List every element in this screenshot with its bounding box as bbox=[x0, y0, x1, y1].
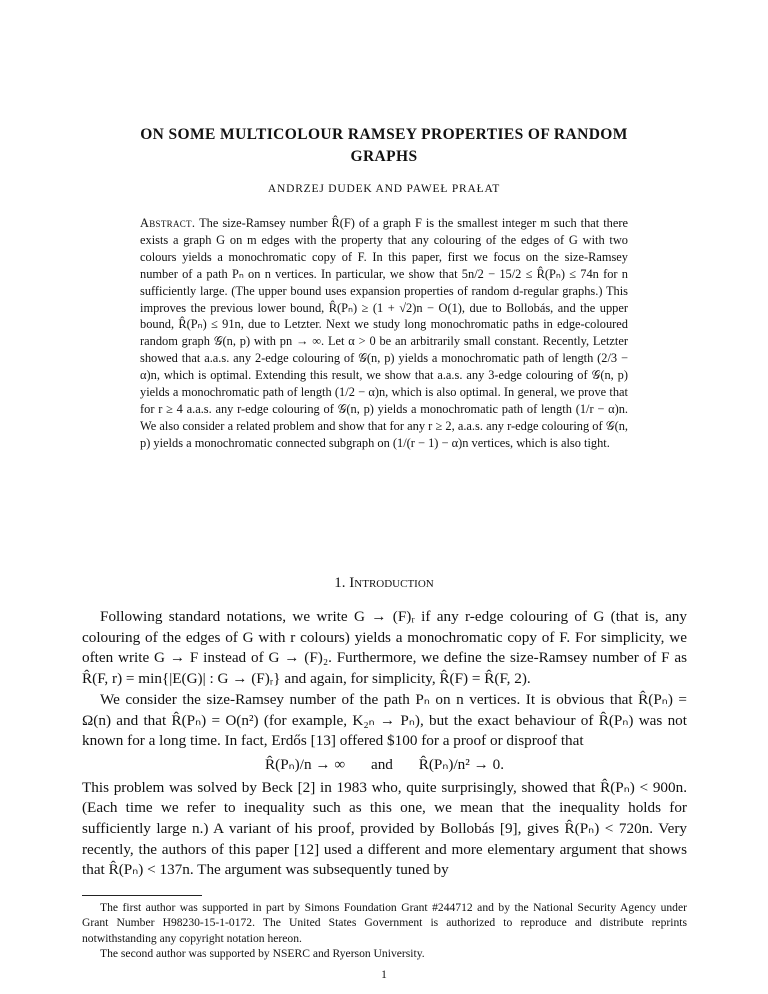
body-text bbox=[82, 607, 687, 881]
section-heading bbox=[0, 575, 768, 592]
footnote-rule bbox=[82, 895, 202, 896]
footnotes bbox=[82, 900, 687, 961]
paragraph: We consider the size-Ramsey number of the path Pₙ on n vertices. It is obvious that R̂(Pₙ) = Ω(n) and that R̂(Pₙ) = O(n²) (for example, K₂ₙ → Pₙ), but the exact behaviour of R̂(Pₙ) was not known for a long time. In fact, Erdős [13] offered $100 for a proof or disproof that bbox=[82, 690, 687, 750]
equation-and: and bbox=[370, 755, 393, 773]
abstract-label: Abstract. bbox=[140, 216, 196, 230]
paragraph: This problem was solved by Beck [2] in 1983 who, quite surprisingly, showed that R̂(Pₙ) < 900n. (Each time we refer to inequality such as this one, we mean that the inequality holds for sufficiently large n.) A variant of his proof, provided by Bollobás [9], gives R̂(Pₙ) < 720n. Very recently, the authors of this paper [12] used a different and more elementary argument that shows that R̂(Pₙ) < 137n. The argument was subsequently tuned by bbox=[82, 778, 687, 879]
footnote: The first author was supported in part by Simons Foundation Grant #244712 and by the National Security Agency under Grant Number H98230-15-1-0172. The United States Government is authorized to reproduce and distribute reprints notwithstanding any copyright notation hereon. bbox=[82, 901, 687, 945]
author-line: ANDRZEJ DUDEK AND PAWEŁ PRAŁAT bbox=[267, 183, 501, 195]
footnote: The second author was supported by NSERC and Ryerson University. bbox=[100, 946, 425, 960]
page-number: 1 bbox=[381, 969, 387, 981]
abstract-text: The size-Ramsey number R̂(F) of a graph F is the smallest integer m such that there exists a graph G on m edges with the property that any colouring of the edges of G with two colours yields a monochromatic copy of F. In this paper, first we focus on the size-Ramsey number of a path Pₙ on n vertices. In particular, we show that 5n/2 − 15/2 ≤ R̂(Pₙ) ≤ 74n for n sufficiently large. (The upper bound uses expansion properties of random d-regular graphs.) This improves the previous lower bound, R̂(Pₙ) ≥ (1 + √2)n − O(1), due to Bollobás, and the upper bound, R̂(Pₙ) ≤ 91n, due to Letzter. Next we study long monochromatic paths in edge-coloured random graph 𝒢(n, p) with pn → ∞. Let α > 0 be an arbitrarily small constant. Recently, Letzter showed that a.a.s. any 2-edge colouring of 𝒢(n, p) yields a monochromatic path of length (2/3 − α)n, which is optimal. Extending this result, we show that a.a.s. any 3-edge colouring of 𝒢(n, p) yields a monochromatic path of length (1/2 − α)n, which is also optimal. In general, we prove that for r ≥ 4 a.a.s. any r-edge colouring of 𝒢(n, p) yields a monochromatic path of length (1/r − α)n. We also consider a related problem and show that for any r ≥ 2, a.a.s. any r-edge colouring of 𝒢(n, p) yields a monochromatic connected subgraph on (1/(r − 1) − α)n vertices, which is also tight. bbox=[140, 216, 629, 450]
abstract bbox=[140, 215, 628, 452]
equation-left: R̂(Pₙ)/n → ∞ bbox=[265, 755, 346, 773]
paragraph: Following standard notations, we write G → (F)ᵣ if any r-edge colouring of G (that is, any colouring of the edges of G with r colours) yields a monochromatic copy of F. For simplicity, we often write G → F instead of G → (F)₂. Furthermore, we define the size-Ramsey number of F as R̂(F, r) = min{|E(G)| : G → (F)ᵣ} and again, for simplicity, R̂(F) = R̂(F, 2). bbox=[82, 608, 687, 688]
display-equation bbox=[82, 755, 687, 776]
section-number: 1. bbox=[334, 575, 346, 591]
equation-right: R̂(Pₙ)/n² → 0. bbox=[418, 755, 504, 773]
paper-title: ON SOME MULTICOLOUR RAMSEY PROPERTIES OF RANDOM GRAPHS bbox=[140, 126, 628, 165]
section-title: Introduction bbox=[349, 575, 434, 591]
